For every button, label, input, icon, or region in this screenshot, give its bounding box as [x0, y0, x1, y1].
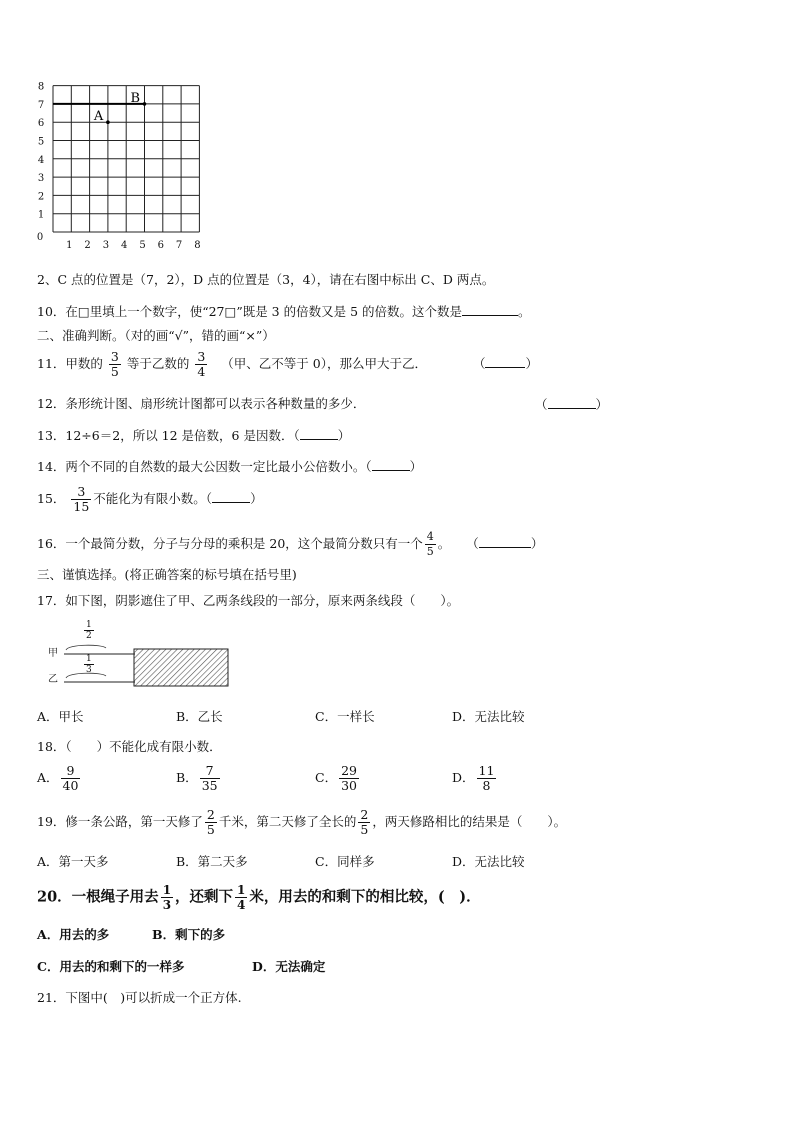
- x-tick-label: 2: [84, 240, 91, 251]
- option-label: B．: [176, 770, 198, 785]
- fraction: [235, 883, 247, 912]
- paren-left: （: [535, 397, 548, 412]
- question-13-text: 13．12÷6＝2，所以 12 是倍数，6 是因数．（: [37, 428, 300, 443]
- question-20-post: 米，用去的和剩下的相比较，( )．: [249, 888, 481, 906]
- q20-option-d[interactable]: D．无法确定: [252, 959, 326, 974]
- question-2: 2、C 点的位置是（7，2），D 点的位置是（3，4），请在右图中标出 C、D 两点。: [37, 272, 495, 287]
- denominator: 5: [360, 822, 369, 837]
- question-11-mid: 等于乙数的: [126, 356, 190, 371]
- denominator: 5: [206, 822, 215, 837]
- answer-blank[interactable]: [479, 535, 531, 548]
- label-jia: 甲: [48, 648, 58, 659]
- question-11-pre: 11．甲数的: [37, 356, 103, 371]
- x-tick-label: 3: [102, 240, 110, 251]
- fraction: [477, 764, 497, 793]
- question-10-text: 10．在□里填上一个数字，使“27□”既是 3 的倍数又是 5 的倍数。这个数是: [37, 304, 463, 319]
- denominator: 30: [341, 778, 357, 793]
- q20-option-c[interactable]: C．用去的和剩下的一样多: [37, 959, 185, 974]
- question-15-pre: 15．: [37, 491, 66, 506]
- denominator: 15: [73, 499, 90, 514]
- question-16-pre: 16．一个最简分数，分子与分母的乘积是 20，这个最简分数只有一个: [37, 536, 423, 551]
- paren-right: ）: [337, 428, 351, 443]
- q18-option-c[interactable]: [315, 764, 361, 793]
- numerator: 7: [200, 764, 220, 779]
- point-a: [106, 120, 110, 124]
- paren-right: ）: [250, 491, 263, 506]
- y-tick-label: 4: [37, 154, 45, 166]
- fraction: [200, 764, 220, 793]
- question-12-text: 12．条形统计图、扇形统计图都可以表示各种数量的多少．: [37, 396, 366, 411]
- question-17: 17．如下图，阴影遮住了甲、乙两条线段的一部分，原来两条线段（ ）。: [37, 593, 460, 608]
- denominator: 35: [201, 778, 218, 793]
- y-tick-label: 1: [37, 209, 45, 221]
- q17-option-b[interactable]: B．乙长: [176, 709, 223, 724]
- numerator: 1: [86, 620, 92, 630]
- segments-figure: [40, 622, 240, 690]
- denominator: 2: [86, 631, 92, 641]
- q19-option-b[interactable]: B．第二天多: [176, 854, 248, 869]
- x-tick-label: 1: [66, 240, 73, 251]
- numerator: 3: [110, 349, 119, 364]
- y-tick-label: 8: [37, 82, 45, 93]
- question-10-end: 。: [518, 304, 531, 319]
- fraction: [339, 764, 359, 793]
- x-tick-label: 6: [157, 240, 164, 251]
- option-label: D．: [452, 770, 475, 785]
- fraction: [71, 485, 91, 514]
- x-tick-label: 5: [139, 240, 146, 251]
- question-15-post: 不能化为有限小数。（: [93, 491, 213, 506]
- numerator: 2: [206, 807, 215, 822]
- y-tick-label: 6: [37, 118, 45, 130]
- denominator: 5: [110, 364, 119, 379]
- x-tick-label: 4: [121, 240, 128, 251]
- paren-left: （: [472, 356, 486, 371]
- label-yi: 乙: [48, 674, 58, 685]
- q18-option-b[interactable]: [176, 764, 222, 793]
- q17-option-d[interactable]: D．无法比较: [452, 709, 525, 724]
- question-14-text: 14．两个不同的自然数的最大公因数一定比最小公倍数小。（: [37, 459, 372, 474]
- q19-option-a[interactable]: A．第一天多: [37, 854, 109, 869]
- q19-option-c[interactable]: C．同样多: [315, 854, 375, 869]
- coordinate-grid: [30, 82, 210, 257]
- fraction: [195, 350, 207, 379]
- point-label: A: [93, 109, 104, 125]
- paren-right: ）: [525, 356, 538, 371]
- answer-paren: [535, 396, 608, 413]
- denominator: 40: [62, 778, 79, 793]
- question-21: 21．下图中( )可以折成一个正方体.: [37, 990, 242, 1005]
- fraction: [358, 808, 370, 837]
- paren-left: （: [466, 536, 479, 551]
- option-label: A．: [37, 770, 59, 785]
- question-11: [37, 350, 538, 379]
- answer-blank[interactable]: [372, 458, 410, 471]
- fraction: [61, 764, 81, 793]
- numerator: 9: [61, 764, 81, 779]
- numerator: 3: [197, 349, 206, 364]
- point-b: [143, 102, 147, 106]
- numerator: 2: [360, 807, 369, 822]
- segments-diagram: [40, 622, 240, 690]
- q18-option-a[interactable]: [37, 764, 82, 793]
- section-3-heading: 三、谨慎选择。(将正确答案的标号填在括号里): [37, 567, 297, 582]
- q19-option-d[interactable]: D．无法比较: [452, 854, 525, 869]
- y-tick-label: 2: [37, 191, 45, 203]
- numerator: 1: [162, 883, 172, 897]
- question-13: [37, 427, 350, 444]
- question-20-mid: ，还剩下: [175, 888, 234, 906]
- denominator: 4: [237, 898, 246, 912]
- y-tick-label: 3: [37, 173, 45, 185]
- paren-right: ）: [530, 536, 544, 551]
- paren-right: ）: [595, 397, 609, 412]
- fraction: [205, 808, 217, 837]
- x-tick-label: 7: [175, 240, 183, 251]
- point-label: B: [130, 90, 141, 106]
- answer-blank[interactable]: [300, 427, 338, 440]
- question-16-post: 。: [437, 536, 451, 551]
- question-12: [37, 396, 609, 412]
- q17-option-a[interactable]: A．甲长: [37, 709, 84, 724]
- paren-right: ）: [409, 459, 423, 474]
- question-15: [37, 485, 263, 514]
- denominator: 8: [482, 778, 491, 793]
- shaded-block: [134, 649, 228, 686]
- denominator: 4: [197, 364, 206, 379]
- q20-option-a[interactable]: A．用去的多: [37, 927, 110, 942]
- question-19-post: ，两天修路相比的结果是（ ）。: [372, 814, 567, 829]
- y-tick-label: 7: [37, 99, 45, 111]
- numerator: 11: [478, 763, 495, 778]
- question-19: [37, 808, 566, 837]
- answer-blank[interactable]: [212, 490, 250, 503]
- q18-option-d[interactable]: [452, 764, 498, 793]
- numerator: 1: [86, 654, 92, 664]
- question-14: [37, 458, 422, 475]
- q17-option-c[interactable]: C．一样长: [315, 709, 375, 724]
- question-20: [37, 883, 481, 912]
- numerator: 1: [237, 883, 246, 897]
- question-11-post: （甲、乙不等于 0），那么甲大于乙．: [221, 356, 427, 371]
- option-label: C．: [315, 770, 338, 785]
- denominator: 3: [86, 665, 92, 675]
- section-2-heading: 二、准确判断。（对的画“√”，错的画“×”）: [37, 328, 275, 343]
- question-16: [37, 530, 543, 559]
- fraction: [425, 530, 436, 559]
- question-19-pre: 19．修一条公路，第一天修了: [37, 814, 203, 829]
- question-18: 18．（ ）不能化成有限小数．: [37, 739, 222, 754]
- numerator: 4: [426, 530, 434, 543]
- y-tick-label: 5: [37, 136, 45, 148]
- question-19-mid: 千米，第二天修了全长的: [218, 814, 357, 829]
- numerator: 29: [341, 763, 357, 778]
- answer-blank[interactable]: [462, 303, 518, 316]
- q20-option-b[interactable]: B．剩下的多: [152, 927, 226, 942]
- numerator: 3: [71, 485, 91, 500]
- answer-blank[interactable]: [485, 355, 525, 368]
- denominator: 5: [426, 545, 434, 558]
- question-10: [37, 303, 531, 320]
- question-20-pre: 20．一根绳子用去: [37, 888, 159, 906]
- answer-blank[interactable]: [548, 396, 596, 409]
- fraction: [161, 883, 173, 912]
- x-tick-label: 8: [194, 240, 201, 251]
- denominator: 3: [162, 898, 172, 912]
- fraction: [109, 350, 121, 379]
- y-tick-label: 0: [36, 232, 44, 243]
